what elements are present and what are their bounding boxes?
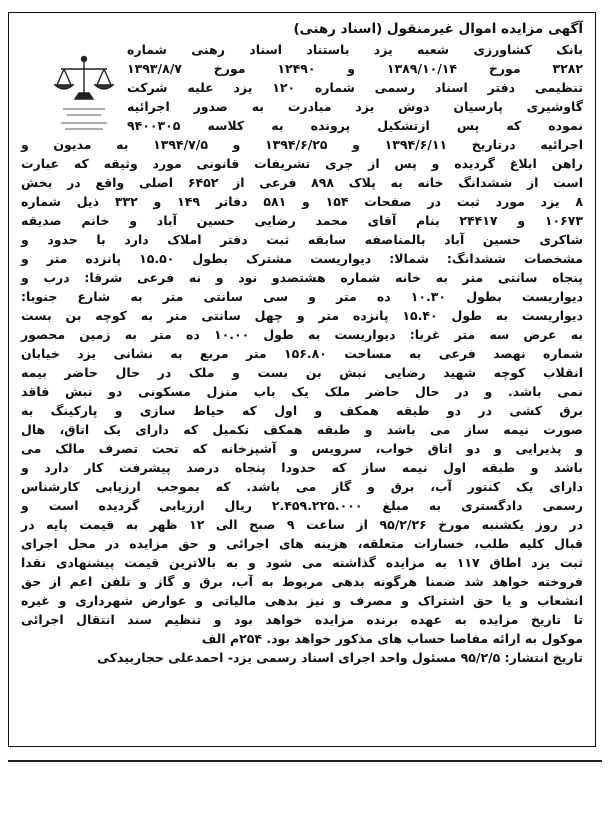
notice-title: آگهی مزایده اموال غیرمنقول (اسناد رهنی) bbox=[293, 21, 583, 37]
notice-line: ۸ یزد مورد ثبت در صفحات ۱۵۴ و ۵۸۱ دفاتر ۱۴۹ و ۳۳۲ ذیل شماره bbox=[21, 194, 583, 209]
bottom-divider bbox=[8, 760, 602, 762]
notice-line: اجرائیه درتاریخ ۱۳۹۴/۶/۱۱ و ۱۳۹۴/۶/۲۵ و ۱۳۹۴/۷/۵ به مدیون و bbox=[21, 137, 583, 152]
notice-line: نموده که پس ازتشکیل پرونده به کلاسه ۹۴۰۰۳۰۵ bbox=[127, 118, 583, 133]
notice-line: فروخته خواهد شد ضمنا هرگونه بدهی مربوط به آب، برق و گاز و تلفن اعم از حق bbox=[21, 574, 583, 589]
notice-line: دارای یک کنتور آب، برق و گاز می باشد. که بموجب ارزیابی کارشناس bbox=[21, 479, 583, 494]
notice-line: انشعاب و یا حق اشتراک و مصرف و نیز بدهی مالیاتی و عوارض شهرداری و غیره bbox=[21, 593, 583, 608]
notice-line: بانک کشاورزی شعبه یزد باستناد اسناد رهنی شماره bbox=[127, 42, 583, 57]
notice-line: ثبت یزد اطاق ۱۱۷ به مزایده گذاشته می شود و به بالاترین قیمت پیشنهادی نقدا bbox=[21, 555, 583, 570]
notice-line: رسمی دادگستری به مبلغ ۲.۴۵۹.۲۲۵.۰۰۰ ریال ارزیابی گردیده است و bbox=[21, 498, 583, 513]
notice-line: گاوشیری پارسیان دوش یزد مبادرت به صدور اجرائیه bbox=[127, 99, 583, 114]
notice-line: باشد و طبقه اول نیمه ساز که حدودا پنجاه درصد پیشرفت کار دارد و bbox=[21, 460, 583, 475]
notice-line: شاکری حسین آباد بالمناصفه سابقه ثبت دفتر املاک دارد با حدود و bbox=[21, 232, 583, 247]
notice-line: ۱۰۶۷۳ و ۲۴۴۱۷ بنام آقای محمد رضایی حسین آباد و خانم صدیقه bbox=[21, 213, 583, 228]
notice-line: موکول به ارائه مفاصا حساب های مذکور خواهد بود. ۲۵۴م الف bbox=[201, 631, 583, 646]
notice-line: است از ششدانگ خانه به پلاک ۸۹۸ فرعی از ۶۴۵۲ اصلی واقع در بخش bbox=[21, 175, 583, 190]
notice-line: انقلاب کوچه شهید رضایی نبش بن بست و ملک در حال حاضر بیمه bbox=[21, 365, 583, 380]
notice-line: و پذیرایی و دو اتاق خواب، سرویس و آشپزخانه که تحت تصرف مالک می bbox=[21, 441, 583, 456]
notice-line: شماره نهصد فرعی به مساحت ۱۵۶.۸۰ متر مربع به نشانی یزد خیابان bbox=[21, 346, 583, 361]
scales-of-justice-icon bbox=[49, 53, 119, 143]
notice-line: تا تاریخ مزایده به عهده برنده مزایده خواهد بود و تنظیم سند انتقال اجرائی bbox=[21, 612, 583, 627]
previous-clipping-strip bbox=[0, 0, 612, 10]
notice-line: دیواریست به طول ۱۵.۴۰ پانزده متر و چهل سانتی متر به کوچه بن بست bbox=[21, 308, 583, 323]
notice-line: صورت نیمه ساز می باشد و طبقه همکف تکمیل که دارای یک اتاق، هال bbox=[21, 422, 583, 437]
notice-line: نمی باشد. و در حال حاضر ملک یک باب منزل مسکونی دو نبش فاقد bbox=[21, 384, 583, 399]
notice-line: دیواریست بطول ۱۰.۳۰ ده متر و سی سانتی متر به شارع جنوبا: bbox=[21, 289, 583, 304]
notice-line: پنجاه سانتی متر به خانه شماره هشتصدو نود و نه فرعی شرقا: درب و bbox=[21, 270, 583, 285]
notice-line: راهن ابلاغ گردیده و پس از جری تشریفات قانونی مورد وثیقه که عبارت bbox=[21, 156, 583, 171]
notice-line: تنظیمی دفتر اسناد رسمی شماره ۱۲۰ یزد علیه شرکت bbox=[127, 80, 583, 95]
notice-publication-line: تاریخ انتشار: ۹۵/۲/۵ مسئول واحد اجرای اسناد رسمی یزد- احمدعلی حجاربیدکی bbox=[97, 650, 583, 665]
auction-notice bbox=[8, 12, 596, 747]
notice-line: قبال کلیه طلب، خسارات متعلقه، هزینه های اجرائی و حق مزایده در محل اجرای bbox=[21, 536, 583, 551]
notice-line: مشخصات ششدانگ: شمالا: دیواریست مشترک بطول ۱۵.۵۰ پانزده متر و bbox=[21, 251, 584, 266]
notice-line: ۳۲۸۲ مورخ ۱۳۸۹/۱۰/۱۴ و ۱۲۴۹۰ مورخ ۱۳۹۳/۸/۷ bbox=[127, 61, 583, 76]
notice-line: در روز یکشنبه مورخ ۹۵/۲/۲۶ از ساعت ۹ صبح الی ۱۲ ظهر به قیمت پایه در bbox=[21, 517, 583, 532]
notice-line: به عرض سه متر غربا: دیواریست به طول ۱۰.۰۰ ده متر به زمین محصور bbox=[21, 327, 583, 342]
notice-line: برق کشی در دو طبقه همکف و اول که حیاط سازی و پارکینگ به bbox=[21, 403, 583, 418]
